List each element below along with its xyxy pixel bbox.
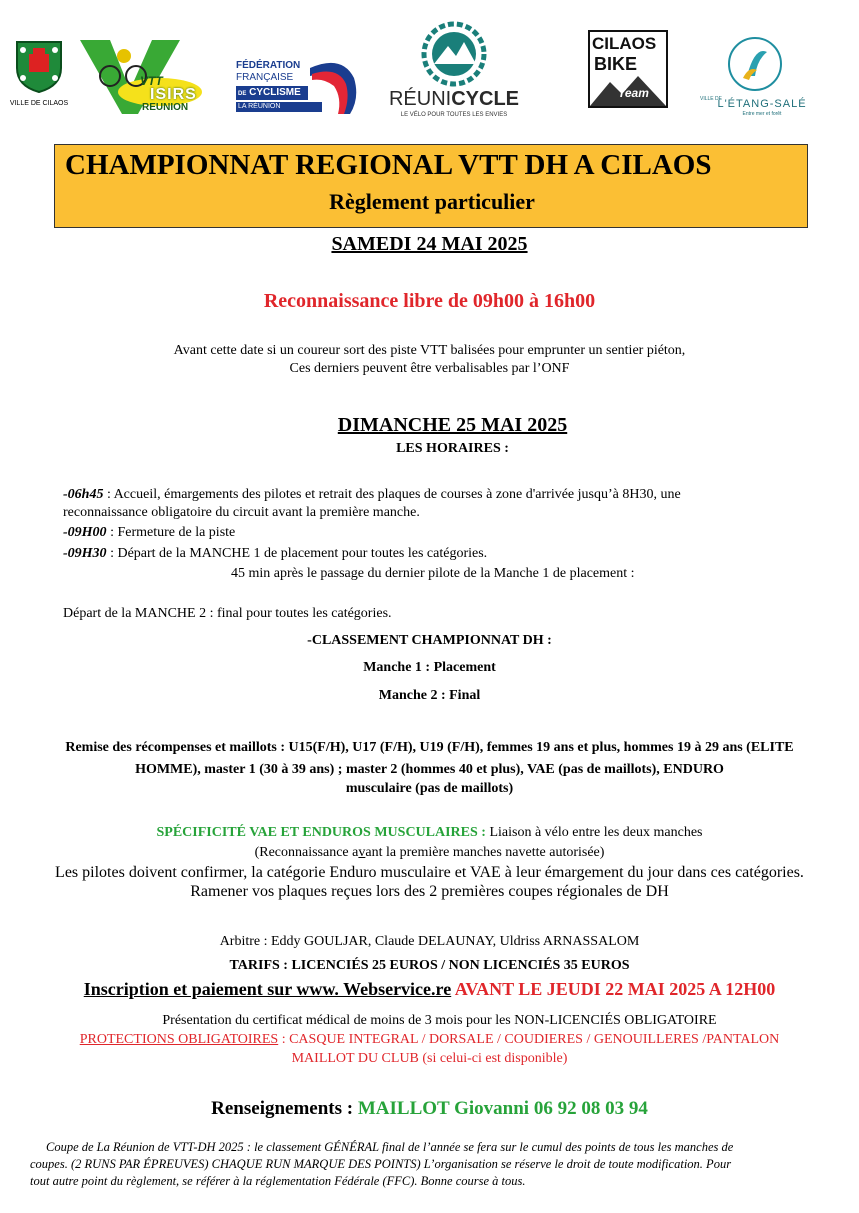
schedule-time-0900: -09H00	[63, 525, 107, 540]
footer-line-1: Coupe de La Réunion de VTT-DH 2025 : le classement GÉNÉRAL final de l’année se fera sur le cumul des points de tous les manches de	[46, 1140, 734, 1154]
vae-line-2b: ant la première manches navette autorisée)	[365, 845, 605, 860]
reunicycle-name-b: CYCLE	[451, 88, 520, 110]
renseignements-contact: MAILLOT Giovanni 06 92 08 03 94	[357, 1098, 648, 1119]
saturday-note-1: Avant cette date si un coureur sort des piste VTT balisées pour emprunter un sentier piéton,	[173, 343, 686, 358]
protections-text: : CASQUE INTEGRAL / DORSALE / COUDIERES / GENOUILLERES /PANTALON	[278, 1032, 780, 1047]
bike-team-l3: Team	[618, 86, 649, 100]
maillot-club: MAILLOT DU CLUB (si celui-ci est disponible)	[291, 1051, 568, 1066]
ffc-line3: CYCLISME	[249, 87, 301, 98]
ffc-de: DE	[238, 91, 247, 97]
sunday-horaires: LES HORAIRES :	[396, 441, 509, 456]
vae-line-1	[0, 825, 859, 841]
manche-1: Manche 1 : Placement	[363, 660, 496, 675]
protections-label: PROTECTIONS OBLIGATOIRES	[79, 1032, 279, 1047]
saturday-reconnaissance: Reconnaissance libre de 09h00 à 16h00	[263, 290, 596, 312]
saturday-note-2: Ces derniers peuvent être verbalisables par l’ONF	[289, 361, 570, 376]
schedule-0645	[63, 486, 681, 503]
page-subtitle: Règlement particulier	[329, 189, 535, 214]
bike-team-l2: BIKE	[594, 54, 638, 74]
inscription-deadline: AVANT LE JEUDI 22 MAI 2025 A 12H00	[451, 979, 776, 999]
certificat: Présentation du certificat médical de moins de 3 mois pour les NON-LICENCIÉS OBLIGATOIRE	[162, 1013, 717, 1028]
renseignements-line	[0, 1098, 859, 1120]
classement-title: -CLASSEMENT CHAMPIONNAT DH :	[307, 633, 552, 648]
ffc-logo	[236, 58, 364, 116]
remise-line-3: musculaire (pas de maillots)	[345, 781, 514, 796]
etang-sale-tagline: Entre mer et forêt	[742, 111, 782, 117]
manche-2: Manche 2 : Final	[378, 688, 481, 703]
reunicycle-name-a: RÉUNI	[388, 88, 452, 110]
vtt-loisirs-top: VTT	[140, 74, 163, 88]
sunday-date: DIMANCHE 25 MAI 2025	[337, 414, 568, 436]
reunicycle-wheel-icon	[420, 20, 488, 88]
vae-text: Liaison à vélo entre les deux manches	[485, 825, 703, 840]
etang-sale-emblem-icon	[727, 36, 783, 92]
inscription-link[interactable]: Inscription et paiement sur www. Webservice.re	[83, 979, 452, 999]
inscription-line	[0, 979, 859, 1000]
schedule-0930	[63, 545, 487, 562]
vtt-loisirs-region: REUNION	[142, 102, 189, 113]
schedule-time-0930: -09H30	[63, 546, 107, 561]
footer-line-2: coupes. (2 RUNS PAR ÉPREUVES) CHAQUE RUN MARQUE DES POINTS) L’organisation se réserve le droit de toute modification. Pour	[30, 1157, 732, 1171]
vae-line-2	[0, 845, 859, 861]
vae-label: SPÉCIFICITÉ VAE ET ENDUROS MUSCULAIRES :	[156, 825, 486, 840]
protections-line	[0, 1032, 859, 1048]
cilaos-logo	[8, 38, 70, 114]
footer-line-3: tout autre point du règlement, se référer à la réglementation Fédérale (FFC). Bonne course à tous.	[30, 1174, 526, 1188]
renseignements-label: Renseignements :	[211, 1098, 358, 1119]
ffc-line4: LA RÉUNION	[236, 102, 322, 112]
schedule-45min: 45 min après le passage du dernier pilote de la Manche 1 de placement :	[231, 566, 635, 581]
cilaos-logo-text: VILLE DE CILAOS	[9, 100, 69, 107]
arbitre: Arbitre : Eddy GOULJAR, Claude DELAUNAY, Uldriss ARNASSALOM	[219, 934, 640, 949]
tarifs: TARIFS : LICENCIÉS 25 EUROS / NON LICENCIÉS 35 EUROS	[229, 958, 630, 973]
schedule-text-0645: : Accueil, émargements des pilotes et retrait des plaques de courses à zone d'arrivée jusqu’à 8H30, une	[103, 487, 681, 502]
schedule-0900	[63, 524, 235, 541]
depart-manche-2: Départ de la MANCHE 2 : final pour toutes les catégories.	[63, 606, 392, 621]
etang-sale-small: VILLE DE	[700, 96, 722, 102]
reunicycle-name	[382, 88, 526, 111]
schedule-text-0930: : Départ de la MANCHE 1 de placement pour toutes les catégories.	[106, 546, 488, 561]
bike-team-l1: CILAOS	[592, 34, 657, 53]
reunicycle-tagline: LE VÉLO POUR TOUTES LES ENVIES	[400, 112, 508, 118]
vtt-loisirs-logo	[80, 40, 204, 114]
ffc-line3-box	[236, 86, 308, 100]
schedule-text-0900: : Fermeture de la piste	[106, 525, 236, 540]
schedule-time-0645: -06h45	[63, 487, 104, 502]
schedule-0645-cont: reconnaissance obligatoire du circuit avant la première manche.	[63, 505, 420, 520]
remise-line-1: Remise des récompenses et maillots : U15(F/H), U17 (F/H), U19 (F/H), femmes 19 ans et plus, hommes 19 à 29 ans (ELITE	[65, 740, 794, 755]
ffc-line1: FÉDÉRATION	[236, 60, 301, 71]
cilaos-crest-icon	[13, 38, 65, 94]
vtt-loisirs-name: ISIRS	[150, 86, 197, 103]
etang-sale-name: L'ÉTANG-SALÉ	[717, 98, 807, 110]
vae-line-2u: v	[358, 845, 366, 860]
vae-line-4: Ramener vos plaques reçues lors des 2 premières coupes régionales de DH	[190, 883, 669, 900]
footer-note	[30, 1139, 846, 1190]
etang-sale-logo	[700, 36, 810, 118]
ffc-line2: FRANÇAISE	[236, 72, 294, 83]
saturday-date: SAMEDI 24 MAI 2025	[331, 233, 528, 255]
page-title: CHAMPIONNAT REGIONAL VTT DH A CILAOS	[65, 149, 712, 181]
vae-line-2a: (Reconnaissance a	[254, 845, 359, 860]
reunicycle-logo	[382, 18, 526, 122]
cilaos-bike-team-logo	[588, 30, 668, 108]
remise-line-2: HOMME), master 1 (30 à 39 ans) ; master 2 (hommes 40 et plus), VAE (pas de maillots), ENDURO	[135, 762, 724, 777]
title-banner	[54, 144, 808, 228]
logo-bar	[0, 18, 859, 128]
vae-line-3: Les pilotes doivent confirmer, la catégorie Enduro musculaire et VAE à leur émargement du jour dans ces catégories.	[55, 864, 804, 881]
